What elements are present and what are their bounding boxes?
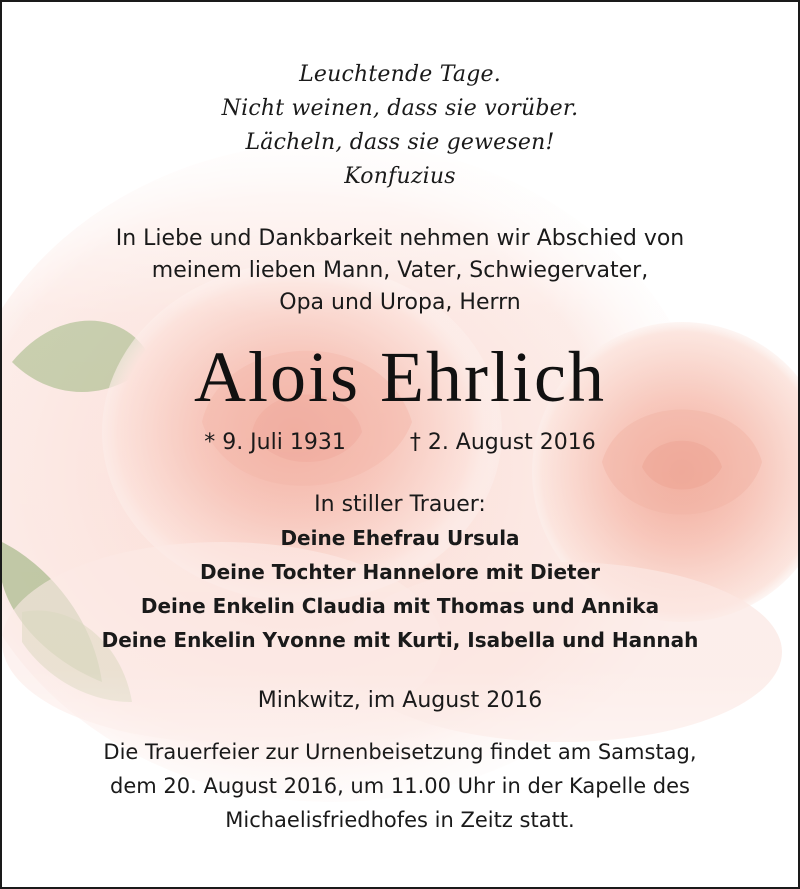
mourner-line: Deine Ehefrau Ursula [280,526,520,550]
funeral-info-line: Michaelisfriedhofes in Zeitz statt. [225,808,575,832]
intro-line: In Liebe und Dankbarkeit nehmen wir Abschied von [115,226,685,251]
quote-line: Nicht weinen, dass sie vorüber. [221,96,579,121]
mourners-heading: In stiller Trauer: [314,492,486,517]
mourner-line: Deine Enkelin Yvonne mit Kurti, Isabella und Hannah [101,628,699,652]
life-dates [2,430,798,455]
birth-date: * 9. Juli 1931 [204,430,346,455]
place-date: Minkwitz, im August 2016 [257,688,543,713]
funeral-info-line: Die Trauerfeier zur Urnenbeisetzung findet am Samstag, [103,740,697,764]
deceased-name: Alois Ehrlich [194,337,606,417]
intro-line: meinem lieben Mann, Vater, Schwiegervater, [151,258,649,283]
mourner-line: Deine Enkelin Claudia mit Thomas und Annika [140,594,660,618]
quote-author: Konfuzius [344,164,456,189]
mourner-line: Deine Tochter Hannelore mit Dieter [199,560,601,584]
death-date: † 2. August 2016 [409,430,596,455]
funeral-info-line: dem 20. August 2016, um 11.00 Uhr in der Kapelle des [110,774,690,798]
quote-line: Lächeln, dass sie gewesen! [245,130,555,155]
quote-line: Leuchtende Tage. [299,62,501,87]
intro-line: Opa und Uropa, Herrn [279,290,521,315]
